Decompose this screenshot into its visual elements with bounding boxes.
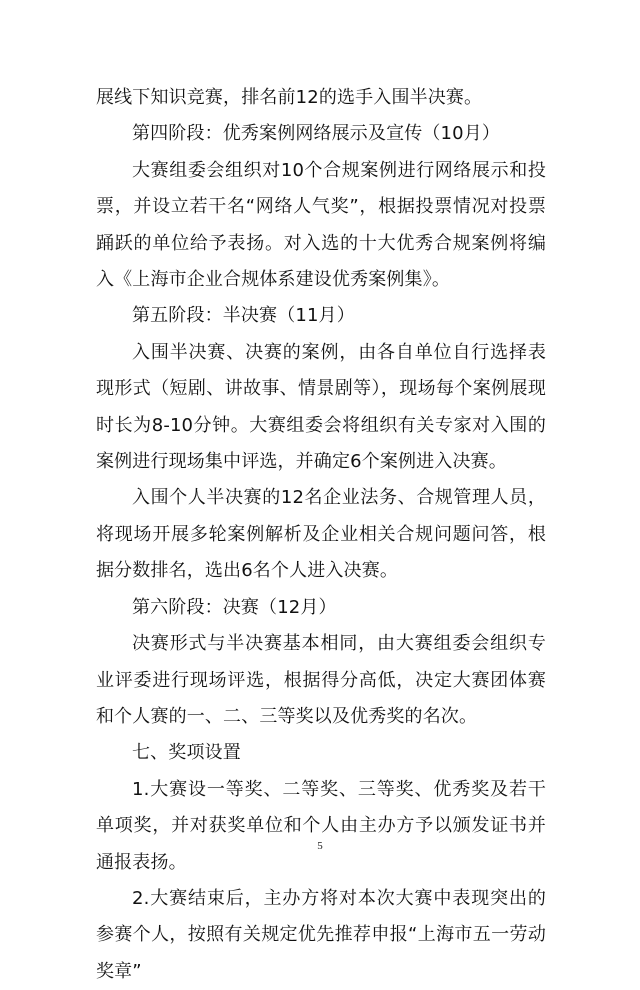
paragraph-semifinal-individuals: 入围个人半决赛的12名企业法务、合规管理人员，将现场开展多轮案例解析及企业相关合规问题问答，根据分数排名，选出6名个人进入决赛。 [96, 487, 546, 582]
paragraph-awards-item-1: 1.大赛设一等奖、二等奖、三等奖、优秀奖及若干单项奖，并对获奖单位和个人由主办方予以颁发证书并通报表扬。 [96, 778, 546, 873]
paragraph-semifinal-cases: 入围半决赛、决赛的案例，由各自单位自行选择表现形式（短剧、讲故事、情景剧等），现场每个案例展现时长为8-10分钟。大赛组委会将组织有关专家对入围的案例进行现场集中评选，并确定6个案例进入决赛。 [96, 341, 546, 473]
page-number: 5 [317, 840, 323, 852]
paragraph-continuation: 展线下知识竞赛，排名前12的选手入围半决赛。 [96, 87, 483, 108]
section-awards-heading: 七、奖项设置 [132, 742, 241, 764]
paragraph-awards-item-2: 2.大赛结束后，主办方将对本次大赛中表现突出的参赛个人，按照有关规定优先推荐申报“上海市五一劳动奖章” [96, 887, 546, 982]
stage-six-heading: 第六阶段：决赛（12月） [132, 596, 337, 618]
paragraph-online-showcase: 大赛组委会组织对10个合规案例进行网络展示和投票，并设立若干名“网络人气奖”，根据投票情况对投票踊跃的单位给予表扬。对入选的十大优秀合规案例将编入《上海市企业合规体系建设优秀案例集》。 [96, 159, 546, 291]
paragraph-final: 决赛形式与半决赛基本相同，由大赛组委会组织专业评委进行现场评选，根据得分高低，决定大赛团体赛和个人赛的一、二、三等奖以及优秀奖的名次。 [96, 633, 546, 727]
stage-four-heading: 第四阶段：优秀案例网络展示及宣传（10月） [132, 123, 501, 145]
stage-five-heading: 第五阶段：半决赛（11月） [132, 305, 355, 327]
